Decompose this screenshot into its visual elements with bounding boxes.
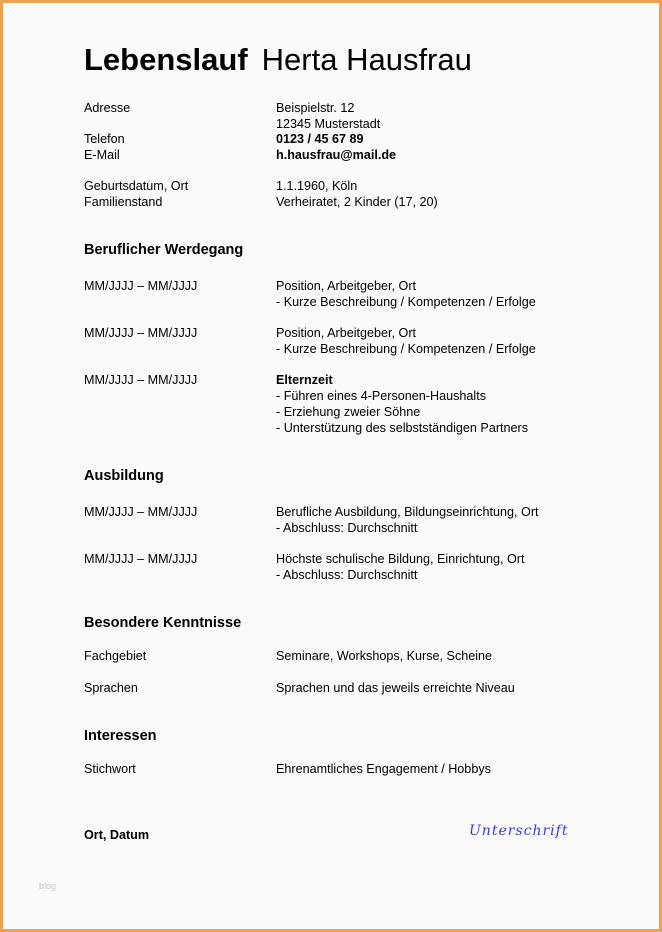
address-line1: Beispielstr. 12 — [276, 101, 355, 115]
email-label: E-Mail — [84, 148, 120, 162]
address-label: Adresse — [84, 101, 131, 115]
birth-value: 1.1.1960, Köln — [276, 179, 358, 193]
signature: Unterschrift — [469, 823, 569, 839]
page-title — [84, 41, 472, 79]
skills-field-label: Fachgebiet — [84, 649, 147, 663]
education-line: - Abschluss: Durchschnitt — [276, 521, 418, 535]
section-heading-skills: Besondere Kenntnisse — [84, 615, 242, 631]
career-date: MM/JJJJ – MM/JJJJ — [84, 279, 198, 293]
education-line: Höchste schulische Bildung, Einrichtung, Ort — [276, 552, 525, 566]
education-line: Berufliche Ausbildung, Bildungseinrichtung, Ort — [276, 505, 539, 519]
career-line: - Kurze Beschreibung / Kompetenzen / Erfolge — [276, 295, 536, 309]
career-line: Position, Arbeitgeber, Ort — [276, 326, 417, 340]
address-line2: 12345 Musterstadt — [276, 117, 381, 131]
career-date: MM/JJJJ – MM/JJJJ — [84, 373, 198, 387]
interests-label: Stichwort — [84, 762, 136, 776]
education-date: MM/JJJJ – MM/JJJJ — [84, 552, 198, 566]
education-date: MM/JJJJ – MM/JJJJ — [84, 505, 198, 519]
phone-label: Telefon — [84, 132, 125, 146]
career-line: - Kurze Beschreibung / Kompetenzen / Erfolge — [276, 342, 536, 356]
skills-lang-value: Sprachen und das jeweils erreichte Niveau — [276, 681, 515, 695]
career-line: - Unterstützung des selbstständigen Partners — [276, 421, 529, 435]
birth-label: Geburtsdatum, Ort — [84, 179, 189, 193]
section-heading-education: Ausbildung — [84, 468, 164, 484]
phone-value: 0123 / 45 67 89 — [276, 132, 364, 146]
career-line: Position, Arbeitgeber, Ort — [276, 279, 417, 293]
section-heading-career: Beruflicher Werdegang — [84, 242, 244, 258]
title-name: Herta Hausfrau — [261, 42, 472, 77]
marital-label: Familienstand — [84, 195, 163, 209]
email-value: h.hausfrau@mail.de — [276, 148, 397, 162]
watermark: blog — [39, 881, 57, 891]
career-line: - Erziehung zweier Söhne — [276, 405, 421, 419]
education-line: - Abschluss: Durchschnitt — [276, 568, 418, 582]
place-date-label: Ort, Datum — [84, 828, 150, 842]
skills-lang-label: Sprachen — [84, 681, 138, 695]
interests-value: Ehrenamtliches Engagement / Hobbys — [276, 762, 491, 776]
career-date: MM/JJJJ – MM/JJJJ — [84, 326, 198, 340]
section-heading-interests: Interessen — [84, 728, 157, 744]
career-line: Elternzeit — [276, 373, 333, 387]
career-line: - Führen eines 4-Personen-Haushalts — [276, 389, 487, 403]
skills-field-value: Seminare, Workshops, Kurse, Scheine — [276, 649, 493, 663]
marital-value: Verheiratet, 2 Kinder (17, 20) — [276, 195, 438, 209]
title-bold: Lebenslauf — [84, 42, 248, 77]
